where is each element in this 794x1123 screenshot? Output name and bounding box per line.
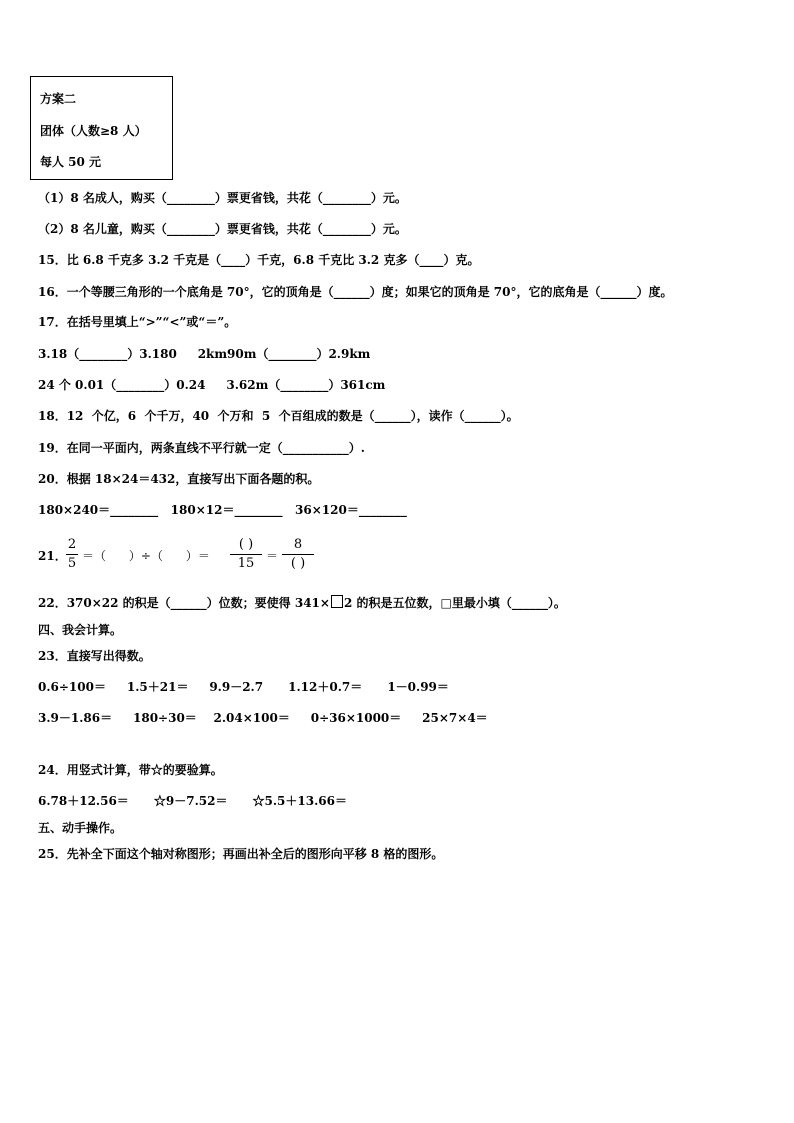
question-17-row-1: 3.18（________）3.180 2km90m（________）2.9km <box>38 347 371 361</box>
fraction-two-fifths <box>66 537 78 572</box>
fraction-3-denominator: ( ) <box>290 556 306 571</box>
blank-square-icon <box>331 595 343 608</box>
question-14-part-1: （1）8 名成人，购买（________）票更省钱，共花（________）元。 <box>38 191 407 205</box>
plan-group-condition: 团体（人数≥8 人） <box>40 124 147 138</box>
fraction-1-numerator: 2 <box>67 537 77 552</box>
question-21-equals: ＝ <box>266 549 279 563</box>
fraction-2-bar <box>230 554 262 555</box>
section-5-heading: 五、动手操作。 <box>38 821 123 835</box>
fraction-blank-over-15 <box>230 537 262 572</box>
question-24-row: 6.78＋12.56＝ ☆9－7.52＝ ☆5.5＋13.66＝ <box>38 794 347 808</box>
question-25: 25．先补全下面这个轴对称图形；再画出补全后的图形向平移 8 格的图形。 <box>38 847 444 861</box>
fraction-2-denominator: 15 <box>237 556 255 571</box>
section-4-heading: 四、我会计算。 <box>38 623 123 637</box>
fraction-8-over-blank <box>282 537 314 572</box>
fraction-3-bar <box>282 554 314 555</box>
question-22 <box>38 595 566 611</box>
question-17-row-2: 24 个 0.01（________）0.24 3.62m（________）361cm <box>38 378 386 392</box>
question-19: 19．在同一平面内，两条直线不平行就一定（___________）. <box>38 441 365 455</box>
question-17-prompt: 17．在括号里填上“>”“<”或“＝”。 <box>38 315 237 329</box>
fraction-3-numerator: 8 <box>293 537 303 552</box>
question-23-row-1: 0.6÷100＝ 1.5＋21＝ 9.9－2.7 1.12＋0.7＝ 1－0.99＝ <box>38 680 449 694</box>
question-24-prompt: 24．用竖式计算，带☆的要验算。 <box>38 763 223 777</box>
question-21-division: ＝（ ）÷（ ）＝ <box>82 549 210 563</box>
fraction-1-bar <box>66 554 78 555</box>
question-20-prompt: 20．根据 18×24＝432，直接写出下面各题的积。 <box>38 472 320 486</box>
question-23-prompt: 23．直接写出得数。 <box>38 649 151 663</box>
fraction-1-denominator: 5 <box>67 556 77 571</box>
plan-title: 方案二 <box>40 92 77 106</box>
question-16: 16．一个等腰三角形的一个底角是 70°，它的顶角是（______）度；如果它的顶角是 70°，它的底角是（______）度。 <box>38 285 673 299</box>
question-15: 15．比 6.8 千克多 3.2 千克是（____）千克，6.8 千克比 3.2 克多（____）克。 <box>38 253 480 267</box>
question-14-part-2: （2）8 名儿童，购买（________）票更省钱，共花（________）元。 <box>38 222 407 236</box>
fraction-2-numerator: ( ) <box>238 537 254 552</box>
question-18: 18．12 个亿，6 个千万，40 个万和 5 个百组成的数是（______），读作（______）。 <box>38 409 519 423</box>
question-22-part-2: 2 的积是五位数，□里最小填（______）。 <box>343 596 566 610</box>
question-22-part-1: 22．370×22 的积是（______）位数；要使得 341× <box>38 596 330 610</box>
plan-two-box <box>30 76 173 180</box>
plan-price: 每人 50 元 <box>40 155 102 169</box>
question-23-row-2: 3.9－1.86＝ 180÷30＝ 2.04×100＝ 0÷36×1000＝ 25×7×4＝ <box>38 711 488 725</box>
question-20-row: 180×240＝________ 180×12＝________ 36×120＝________ <box>38 503 407 517</box>
question-21-label: 21． <box>38 549 67 563</box>
